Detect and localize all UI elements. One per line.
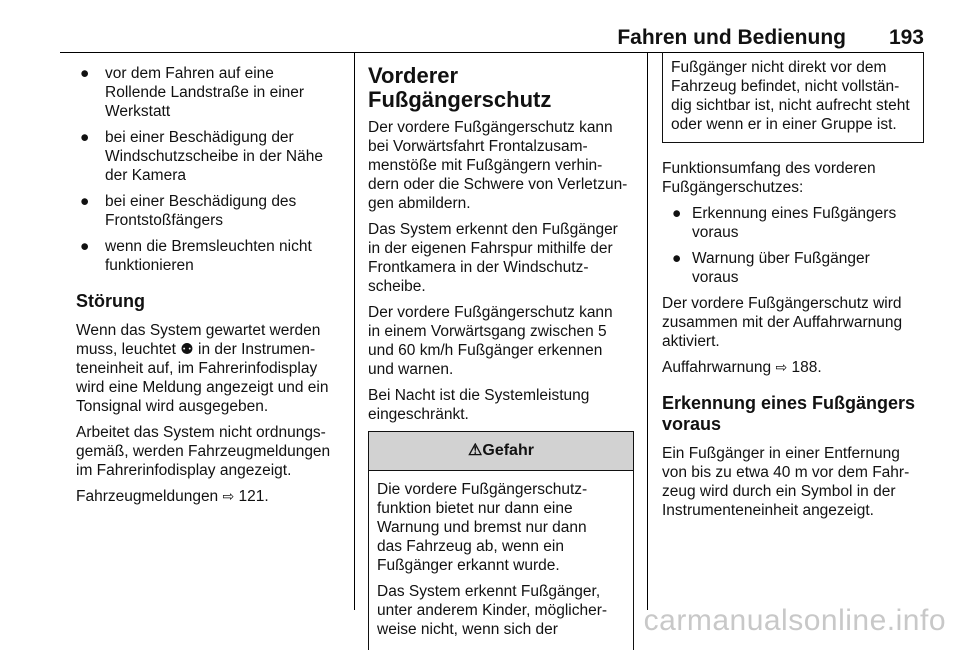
paragraph: Bei Nacht ist die Systemleistung eingeschränkt. [368,387,590,423]
paragraph: Der vordere Fußgängerschutz wird zusammen mit der Auffahrwarnung aktiviert. [662,295,903,350]
column-3 [662,59,924,527]
paragraph: Wenn das System gewartet werden muss, leuchtet ⚉ in der Instrumen- teneinheit auf, im Fahrerinfodisplay wird eine Meldung angezeigt und ein Tonsignal wird ausgegeben. [76,322,329,415]
heading-stoerung: Störung [76,291,145,311]
warning-box-continued: Fußgänger nicht direkt vor dem Fahrzeug befindet, nicht vollstän- dig sichtbar ist, nicht aufrecht steht oder wenn er in einer Gruppe ist. [662,52,924,143]
bullet-dot: ● [672,205,682,222]
bullet-dot: ● [80,65,90,82]
reference-arrow-icon: ⇨ [775,359,788,375]
column-2 [368,64,634,650]
paragraph: Das System erkennt den Fußgänger in der eigenen Fahrspur mithilfe der Frontkamera in der Windschutz- scheibe. [368,221,618,295]
bullet-dot: ● [672,250,682,267]
warning-box [368,431,634,650]
warning-triangle-icon: ⚠ [468,442,483,459]
reference-arrow-icon: ⇨ [222,488,235,504]
paragraph: Der vordere Fußgängerschutz kann in einem Vorwärtsgang zwischen 5 und 60 km/h Fußgänger erkennen und warnen. [368,304,613,378]
watermark: carmanualsonline.info [643,604,946,637]
list-item: ● vor dem Fahren auf eine Rollende Landstraße in einer Werkstatt [80,65,305,120]
warning-header: ⚠Gefahr [369,432,633,471]
section-title: Fahren und Bedienung [617,26,846,49]
list-item: ● Warnung über Fußgänger voraus [672,250,870,286]
paragraph: Ein Fußgänger in einer Entfernung von bis zu etwa 40 m vor dem Fahr- zeug wird durch ein Symbol in der Instrumenteneinheit angezeigt. [662,445,910,519]
heading-vorderer-fussgaengerschutz: Vorderer Fußgängerschutz [368,63,552,112]
column-1 [76,64,348,513]
reference-link[interactable]: Fahrzeugmeldungen ⇨ 121. [76,488,269,505]
column-divider-1 [354,52,355,610]
paragraph: Der vordere Fußgängerschutz kann bei Vorwärtsfahrt Frontalzusam- menstöße mit Fußgängern verhin- dern oder die Schwere von Verletzun- gen abmildern. [368,119,628,212]
column-divider-2 [647,52,648,610]
paragraph: Funktionsumfang des vorderen Fußgängerschutzes: [662,160,876,196]
pedestrian-warning-icon: ⚉ [180,341,194,358]
paragraph: Arbeitet das System nicht ordnungs- gemäß, werden Fahrzeugmeldungen im Fahrerinfodisplay angezeigt. [76,424,331,479]
list-item: ● bei einer Beschädigung der Windschutzscheibe in der Nähe der Kamera [80,129,323,184]
reference-link[interactable]: Auffahrwarnung ⇨ 188. [662,359,822,376]
bullet-dot: ● [80,129,90,146]
list-item: ● Erkennung eines Fußgängers voraus [672,205,897,241]
page-header [60,20,924,50]
list-item: ● wenn die Bremsleuchten nicht funktionieren [80,238,312,274]
heading-erkennung: Erkennung eines Fußgängers voraus [662,393,916,434]
list-item: ● bei einer Beschädigung des Frontstoßfängers [80,193,297,229]
bullet-dot: ● [80,238,90,255]
page-number: 193 [888,26,924,49]
bullet-dot: ● [80,193,90,210]
warning-body: Die vordere Fußgängerschutz- funktion bietet nur dann eine Warnung und bremst nur dann das Fahrzeug ab, wenn ein Fußgänger erkannt wurde. Das System erkennt Fußgänger, unter anderem Kinder, möglicher- weise nicht, wenn sich der [377,481,608,638]
